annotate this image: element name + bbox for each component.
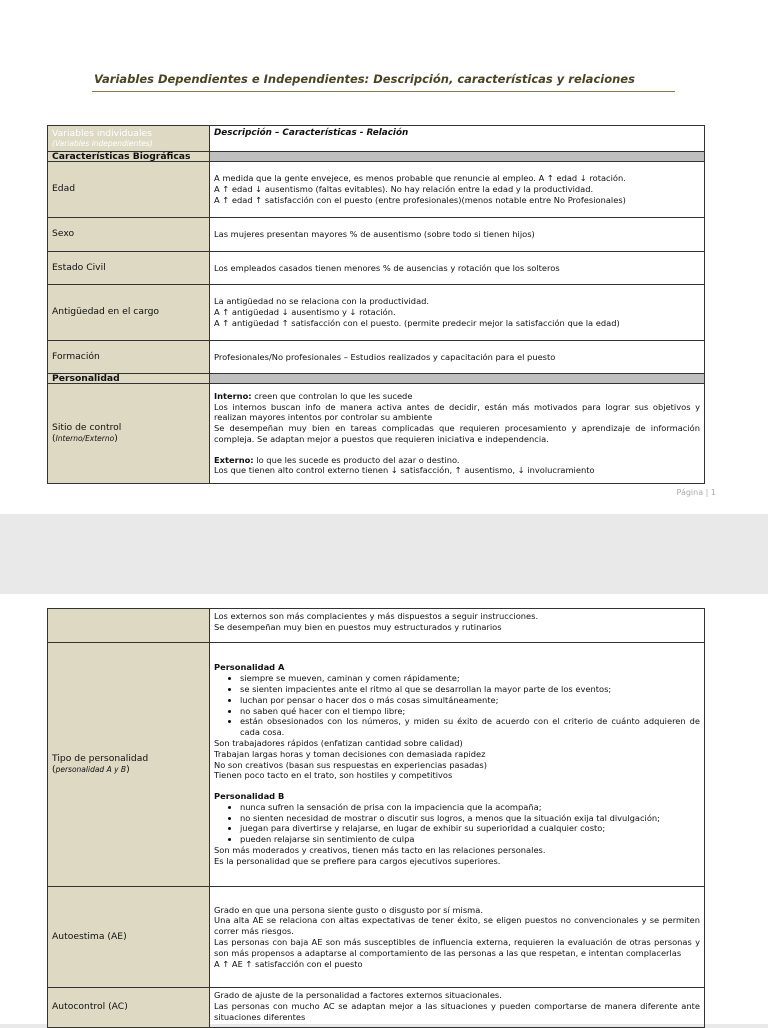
- row-autocontrol: [48, 988, 705, 1028]
- row-desc-estado-civil: Los empleados casados tienen menores % de ausencias y rotación que los solteros: [210, 252, 705, 285]
- row-autoestima: [48, 887, 705, 988]
- row-label-formacion: Formación: [48, 341, 210, 374]
- list-item: • luchan por pensar o hacer dos o más cosas simultáneamente;: [240, 695, 700, 706]
- row-label-edad: Edad: [48, 162, 210, 218]
- row-desc-antiguedad: La antigüedad no se relaciona con la productividad. A ↑ antigüedad ↓ ausentismo y ↓ rotación. A ↑ antigüedad ↑ satisfacción con el puesto. (permite predecir mejor la satisfacción que la edad): [210, 285, 705, 341]
- list-item: • están obsesionados con los números, y miden su éxito de acuerdo con el criterio de cuánto adquieren de cada cosa.: [240, 716, 700, 738]
- section-biograficas: Características Biográficas: [48, 152, 210, 162]
- row-desc-edad: A medida que la gente envejece, es menos probable que renuncie al empleo. A ↑ edad ↓ rotación. A ↑ edad ↓ ausentismo (faltas evitables). No hay relación entre la edad y la productividad. A ↑ edad ↑ satisfacción con el puesto (entre profesionales)(menos notable entre No Profesionales): [210, 162, 705, 218]
- list-item: • se sienten impacientes ante el ritmo al que se desarrollan la mayor parte de los eventos;: [240, 684, 700, 695]
- list-item: • nunca sufren la sensación de prisa con la impaciencia que la acompaña;: [240, 802, 700, 813]
- sitio-control-subtitle: (Interno/Externo): [52, 432, 118, 444]
- row-label-tipo-personalidad: Tipo de personalidad (personalidad A y B): [48, 643, 210, 887]
- personalidad-b-list: [214, 802, 700, 845]
- row-desc-sitio-control-continued: Los externos son más complacientes y más dispuestos a seguir instrucciones. Se desempeñan muy bien en puestos muy estructurados y rutinarios: [210, 609, 705, 643]
- externo-heading: Externo: lo que les sucede es producto del azar o destino.: [214, 454, 460, 465]
- row-desc-tipo-personalidad: Personalidad A • siempre se mueven, caminan y comen rápidamente; • se sienten impacientes ante el ritmo al que se desarrollan la mayor parte de los eventos; • luchan por pensar o hacer dos o más cosas simultáneamente; • no saben qué hacer con el tiempo libre; • están obsesionados con los números, y miden su éxito de acuerdo con el criterio de cuánto adquieren de cada cosa. Son trabajadores rápidos (enfatizan cantidad sobre calidad) Trabajan largas horas y toman decisiones con demasiada rapidez No son creativos (basan sus respuestas en experiencias pasadas) Tienen poco tacto en el trato, son hostiles y competitivos Personalidad B • nunca sufren la sensación de prisa con la impaciencia que la acompaña; • no sienten necesidad de mostrar o discutir sus logros, a menos que la situación exija tal divulgación; • juegan para divertirse y relajarse, en lugar de exhibir su superioridad a cualquier costo; • pueden relajarse sin sentimiento de culpa Son más moderados y creativos, tienen más tacto en las relaciones personales. Es la personalidad que se prefiere para cargos ejecutivos superiores.: [210, 643, 705, 887]
- row-desc-formacion: Profesionales/No profesionales – Estudios realizados y capacitación para el puesto: [210, 341, 705, 374]
- section-biograficas-bar: [210, 152, 705, 162]
- variables-table: [47, 125, 705, 484]
- row-desc-sitio-control: Interno: creen que controlan lo que les sucede Los internos buscan info de manera activa antes de decidir, están más motivados para lograr sus objetivos y realizan mayores intentos por controlar su ambiente Se desempeñan muy bien en tareas complicadas que requieren procesamiento y aprendizaje de información compleja. Se adaptan mejor a puestos que requieren iniciativa e independencia. Externo: lo que les sucede es producto del azar o destino. Los que tienen alto control externo tienen ↓ satisfacción, ↑ ausentismo, ↓ involucramiento: [210, 384, 705, 484]
- section-personalidad: Personalidad: [48, 374, 210, 384]
- personalidad-b-title: Personalidad B: [214, 791, 285, 802]
- document-title: Variables Dependientes e Independientes: Descripción, características y relaciones: [94, 72, 635, 86]
- header-left-title: Variables individuales: [52, 127, 152, 139]
- variables-table-continued: [47, 608, 705, 1028]
- list-item: • pueden relajarse sin sentimiento de culpa: [240, 834, 700, 845]
- header-right-cell: Descripción – Características - Relación: [210, 126, 705, 152]
- header-left-subtitle: (Variables independientes): [52, 138, 153, 148]
- row-desc-sexo: Las mujeres presentan mayores % de ausentismo (sobre todo si tienen hijos): [210, 218, 705, 252]
- row-sitio-control-continued: [48, 609, 705, 643]
- header-left-cell: [48, 126, 210, 152]
- row-label-autoestima: Autoestima (AE): [48, 887, 210, 988]
- row-formacion: [48, 341, 705, 374]
- row-estado-civil: [48, 252, 705, 285]
- document-page-2: [0, 594, 768, 1024]
- row-label-empty: [48, 609, 210, 643]
- personalidad-a-list: [214, 673, 700, 738]
- row-label-sexo: Sexo: [48, 218, 210, 252]
- list-item: • siempre se mueven, caminan y comen rápidamente;: [240, 673, 700, 684]
- title-rule: [92, 91, 675, 92]
- list-item: • juegan para divertirse y relajarse, en lugar de exhibir su superioridad a cualquier costo;: [240, 823, 700, 834]
- row-label-estado-civil: Estado Civil: [48, 252, 210, 285]
- list-item: • no saben qué hacer con el tiempo libre;: [240, 706, 700, 717]
- row-edad: [48, 162, 705, 218]
- interno-heading: Interno: creen que controlan lo que les sucede: [214, 390, 413, 401]
- list-item: • no sienten necesidad de mostrar o discutir sus logros, a menos que la situación exija tal divulgación;: [240, 813, 700, 824]
- row-label-autocontrol: Autocontrol (AC): [48, 988, 210, 1028]
- table-header-row: [48, 126, 705, 152]
- tipo-personalidad-subtitle: (personalidad A y B): [52, 763, 130, 775]
- section-personalidad-bar: [210, 374, 705, 384]
- row-sitio-control: [48, 384, 705, 484]
- row-label-sitio-control: Sitio de control (Interno/Externo): [48, 384, 210, 484]
- row-label-antiguedad: Antigüedad en el cargo: [48, 285, 210, 341]
- personalidad-a-title: Personalidad A: [214, 662, 285, 673]
- page-number: Página | 1: [676, 488, 716, 497]
- row-desc-autocontrol: Grado de ajuste de la personalidad a factores externos situacionales. Las personas con mucho AC se adaptan mejor a las situaciones y pueden comportarse de manera diferente ante situaciones diferentes: [210, 988, 705, 1028]
- row-desc-autoestima: Grado en que una persona siente gusto o disgusto por sí misma. Una alta AE se relaciona con altas expectativas de tener éxito, se eligen puestos no convencionales y se permiten correr más riesgos. Las personas con baja AE son más susceptibles de influencia externa, requieren la evaluación de otras personas y son más propensos a adaptarse al comportamiento de las personas a las que respetan, e intentan complacerlas A ↑ AE ↑ satisfacción con el puesto: [210, 887, 705, 988]
- row-sexo: [48, 218, 705, 252]
- row-tipo-personalidad: [48, 643, 705, 887]
- row-antiguedad: [48, 285, 705, 341]
- section-row-biograficas: [48, 152, 705, 162]
- section-row-personalidad: [48, 374, 705, 384]
